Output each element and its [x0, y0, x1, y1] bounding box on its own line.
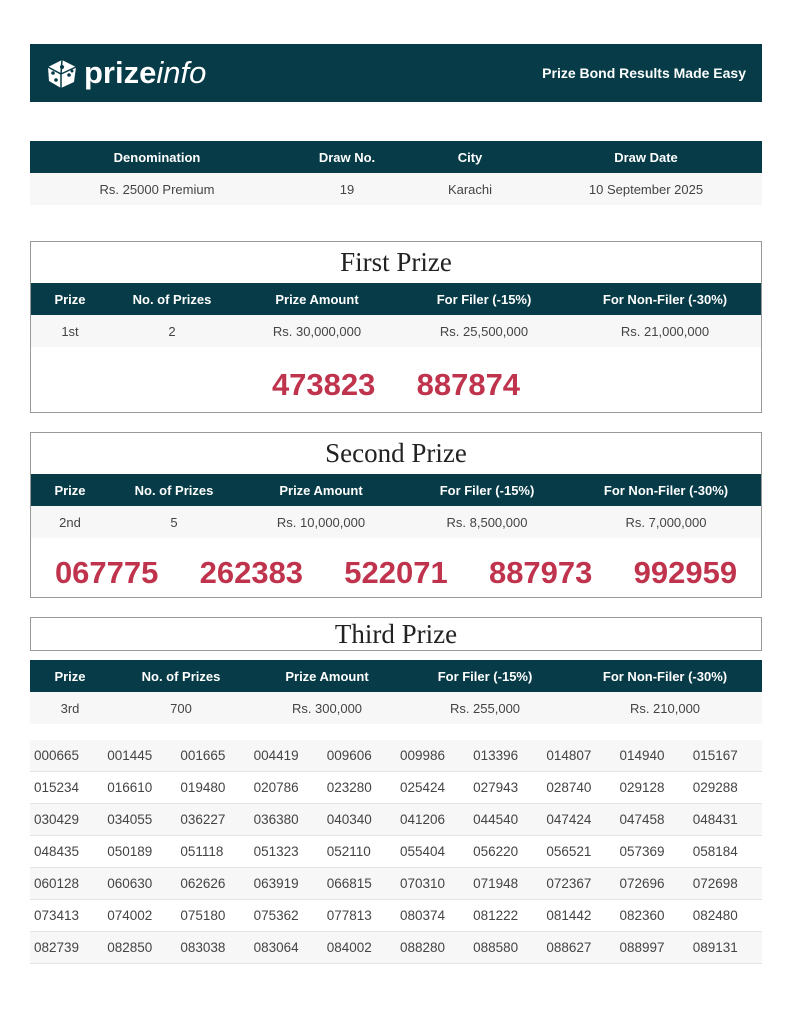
bond-number: 051323: [250, 836, 323, 868]
prize-col-header: Prize: [31, 474, 109, 506]
bond-number: 084002: [323, 932, 396, 964]
third-prize-numbers-grid: [30, 740, 762, 964]
second-prize-section: [30, 432, 762, 598]
prize-cell: 1st: [31, 315, 109, 347]
prize-header-row: [30, 660, 762, 692]
draw-info-table: [30, 141, 762, 205]
draw-no: 19: [284, 173, 410, 205]
bond-number: 023280: [323, 772, 396, 804]
prize-row: [31, 506, 761, 538]
winning-numbers: 473823 887874: [271, 367, 521, 402]
bond-number: 082739: [30, 932, 103, 964]
numbers-row: [30, 900, 762, 932]
bond-number: 052110: [323, 836, 396, 868]
denomination: Rs. 25000 Premium: [30, 173, 284, 205]
bond-number: 089131: [689, 932, 762, 964]
tagline: Prize Bond Results Made Easy: [542, 65, 746, 81]
prize-col-header: For Filer (-15%): [399, 283, 569, 315]
city: Karachi: [410, 173, 530, 205]
bond-number: 048431: [689, 804, 762, 836]
bond-number: 083038: [176, 932, 249, 964]
bond-number: 029128: [616, 772, 689, 804]
bond-number: 044540: [469, 804, 542, 836]
prize-row: [30, 692, 762, 724]
bond-number: 077813: [323, 900, 396, 932]
numbers-row: [30, 772, 762, 804]
draw-date: 10 September 2025: [530, 173, 762, 205]
bond-number: 025424: [396, 772, 469, 804]
bond-number: 016610: [103, 772, 176, 804]
prize-col-header: No. of Prizes: [109, 474, 239, 506]
bond-number: 028740: [542, 772, 615, 804]
bond-number: 060128: [30, 868, 103, 900]
bond-number: 083064: [250, 932, 323, 964]
site-header: [30, 44, 762, 102]
bond-number: 062626: [176, 868, 249, 900]
bond-number: 073413: [30, 900, 103, 932]
bond-number: 072367: [542, 868, 615, 900]
numbers-row: [30, 804, 762, 836]
prize-table: [31, 474, 761, 538]
bond-number: 029288: [689, 772, 762, 804]
bond-number: 063919: [250, 868, 323, 900]
bond-number: 088627: [542, 932, 615, 964]
bond-number: 070310: [396, 868, 469, 900]
dice-icon: [44, 55, 80, 91]
bond-number: 072696: [616, 868, 689, 900]
bond-number: 088580: [469, 932, 542, 964]
bond-number: 020786: [250, 772, 323, 804]
bond-number: 040340: [323, 804, 396, 836]
prize-col-header: Prize Amount: [235, 283, 399, 315]
prize-col-header: For Filer (-15%): [403, 474, 571, 506]
prize-cell: Rs. 300,000: [252, 692, 402, 724]
prize-col-header: Prize Amount: [239, 474, 403, 506]
bond-number: 072698: [689, 868, 762, 900]
bond-number: 050189: [103, 836, 176, 868]
bond-number: 082360: [616, 900, 689, 932]
section-title: First Prize: [340, 247, 452, 277]
numbers-row: [30, 836, 762, 868]
third-prize-section: [30, 617, 762, 651]
numbers-row: [30, 868, 762, 900]
prize-cell: Rs. 8,500,000: [403, 506, 571, 538]
bond-number: 081442: [542, 900, 615, 932]
prize-cell: Rs. 25,500,000: [399, 315, 569, 347]
bond-number: 027943: [469, 772, 542, 804]
bond-number: 066815: [323, 868, 396, 900]
prize-col-header: No. of Prizes: [110, 660, 252, 692]
col-draw-date: Draw Date: [530, 141, 762, 173]
prize-table: [31, 283, 761, 347]
bond-number: 047424: [542, 804, 615, 836]
prize-cell: Rs. 30,000,000: [235, 315, 399, 347]
prize-cell: 700: [110, 692, 252, 724]
winning-numbers: 067775 262383 522071 887973 992959: [54, 555, 738, 590]
logo[interactable]: [44, 55, 206, 91]
bond-number: 001665: [176, 740, 249, 772]
bond-number: 075180: [176, 900, 249, 932]
prize-col-header: For Non-Filer (-30%): [569, 283, 761, 315]
bond-number: 009606: [323, 740, 396, 772]
third-prize-table-wrap: [30, 660, 762, 724]
bond-number: 080374: [396, 900, 469, 932]
section-title: Second Prize: [325, 438, 467, 468]
prize-cell: 2nd: [31, 506, 109, 538]
bond-number: 082480: [689, 900, 762, 932]
bond-number: 009986: [396, 740, 469, 772]
prize-cell: 2: [109, 315, 235, 347]
bond-number: 082850: [103, 932, 176, 964]
first-prize-section: [30, 241, 762, 413]
bond-number: 036227: [176, 804, 249, 836]
numbers-row: [30, 932, 762, 964]
bond-number: 001445: [103, 740, 176, 772]
bond-number: 075362: [250, 900, 323, 932]
prize-col-header: No. of Prizes: [109, 283, 235, 315]
prize-cell: Rs. 21,000,000: [569, 315, 761, 347]
bond-number: 060630: [103, 868, 176, 900]
bond-number: 056521: [542, 836, 615, 868]
bond-number: 088997: [616, 932, 689, 964]
bond-number: 014807: [542, 740, 615, 772]
bond-number: 048435: [30, 836, 103, 868]
numbers-row: [30, 740, 762, 772]
bond-number: 074002: [103, 900, 176, 932]
col-denomination: Denomination: [30, 141, 284, 173]
bond-number: 013396: [469, 740, 542, 772]
section-title: Third Prize: [334, 619, 458, 649]
bond-number: 034055: [103, 804, 176, 836]
col-city: City: [410, 141, 530, 173]
bond-number: 051118: [176, 836, 249, 868]
bond-number: 036380: [250, 804, 323, 836]
prize-col-header: Prize: [31, 283, 109, 315]
prize-cell: 5: [109, 506, 239, 538]
prize-col-header: For Non-Filer (-30%): [568, 660, 762, 692]
bond-number: 015167: [689, 740, 762, 772]
bond-number: 058184: [689, 836, 762, 868]
bond-number: 056220: [469, 836, 542, 868]
prize-cell: 3rd: [30, 692, 110, 724]
prize-col-header: For Filer (-15%): [402, 660, 568, 692]
bond-number: 088280: [396, 932, 469, 964]
bond-number: 015234: [30, 772, 103, 804]
prize-col-header: For Non-Filer (-30%): [571, 474, 761, 506]
bond-number: 004419: [250, 740, 323, 772]
bond-number: 081222: [469, 900, 542, 932]
prize-cell: Rs. 210,000: [568, 692, 762, 724]
prize-table: [30, 660, 762, 724]
bond-number: 014940: [616, 740, 689, 772]
bond-number: 030429: [30, 804, 103, 836]
prize-col-header: Prize Amount: [252, 660, 402, 692]
prize-cell: Rs. 10,000,000: [239, 506, 403, 538]
bond-number: 071948: [469, 868, 542, 900]
logo-italic: info: [156, 55, 207, 90]
prize-cell: Rs. 7,000,000: [571, 506, 761, 538]
bond-number: 000665: [30, 740, 103, 772]
bond-number: 019480: [176, 772, 249, 804]
bond-number: 041206: [396, 804, 469, 836]
prize-cell: Rs. 255,000: [402, 692, 568, 724]
prize-col-header: Prize: [30, 660, 110, 692]
prize-header-row: [31, 474, 761, 506]
col-draw-no: Draw No.: [284, 141, 410, 173]
prize-header-row: [31, 283, 761, 315]
bond-number: 047458: [616, 804, 689, 836]
prize-row: [31, 315, 761, 347]
bond-number: 057369: [616, 836, 689, 868]
logo-bold: prize: [84, 55, 157, 90]
bond-number: 055404: [396, 836, 469, 868]
